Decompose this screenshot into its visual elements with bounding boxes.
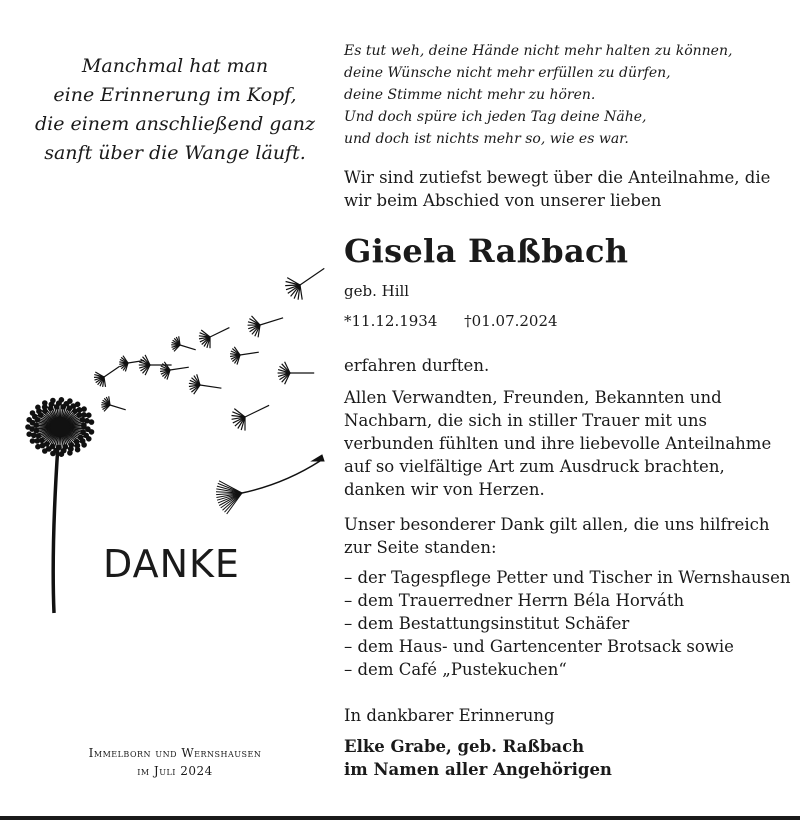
signature xyxy=(344,735,612,781)
danke-heading: DANKE xyxy=(103,542,240,586)
thanks-paragraph: Allen Verwandten, Freunden, Bekannten und Nachbarn, die sich in stiller Trauer mit uns verbunden fühlten und ihre liebevolle Anteilnahme auf so vielfältige Art zum Ausdruck brachten, danken wir von Herzen. xyxy=(344,388,772,499)
date-line: im Juli 2024 xyxy=(137,764,213,778)
poem-line: Und doch spüre ich jeden Tag deine Nähe, xyxy=(344,109,647,125)
left-quote xyxy=(30,52,320,168)
list-item: – dem Haus- und Gartencenter Brotsack sowie xyxy=(344,637,734,656)
poem-line: deine Stimme nicht mehr zu hören. xyxy=(344,87,596,103)
signature-line: Elke Grabe, geb. Raßbach xyxy=(344,737,585,756)
poem-line: Es tut weh, deine Hände nicht mehr halten zu können, xyxy=(344,43,733,59)
quote-line: sanft über die Wange läuft. xyxy=(44,142,306,164)
list-item: – der Tagespflege Petter und Tischer in Wernshausen xyxy=(344,568,791,587)
poem-line: deine Wünsche nicht mehr erfüllen zu dürfen, xyxy=(344,65,671,81)
quote-line: eine Erinnerung im Kopf, xyxy=(53,84,297,106)
list-item: – dem Trauerredner Herrn Béla Horváth xyxy=(344,591,685,610)
place-date xyxy=(60,744,290,780)
death-date: †01.07.2024 xyxy=(464,312,558,330)
poem xyxy=(344,40,784,150)
intro-text: Wir sind zutiefst bewegt über die Anteilnahme, die wir beim Abschied von unserer lieben xyxy=(344,168,771,210)
birth-date: *11.12.1934 xyxy=(344,312,438,330)
special-thanks: Unser besonderer Dank gilt allen, die uns hilfreich zur Seite standen: xyxy=(344,515,770,557)
deceased-name: Gisela Raßbach xyxy=(344,232,629,270)
quote-line: Manchmal hat man xyxy=(81,55,269,77)
closing-text: In dankbarer Erinnerung xyxy=(344,706,555,725)
place-line: Immelborn und Wernshausen xyxy=(88,746,262,760)
learned-text: erfahren durften. xyxy=(344,356,490,375)
list-item: – dem Bestattungsinstitut Schäfer xyxy=(344,614,630,633)
list-item: – dem Café „Pustekuchen“ xyxy=(344,660,567,679)
quote-line: die einem anschließend ganz xyxy=(34,113,316,135)
life-dates xyxy=(344,312,558,330)
bottom-rule xyxy=(0,816,800,820)
maiden-name: geb. Hill xyxy=(344,282,410,300)
signature-line: im Namen aller Angehörigen xyxy=(344,760,612,779)
poem-line: und doch ist nichts mehr so, wie es war. xyxy=(344,131,629,147)
thanks-list xyxy=(344,566,791,681)
